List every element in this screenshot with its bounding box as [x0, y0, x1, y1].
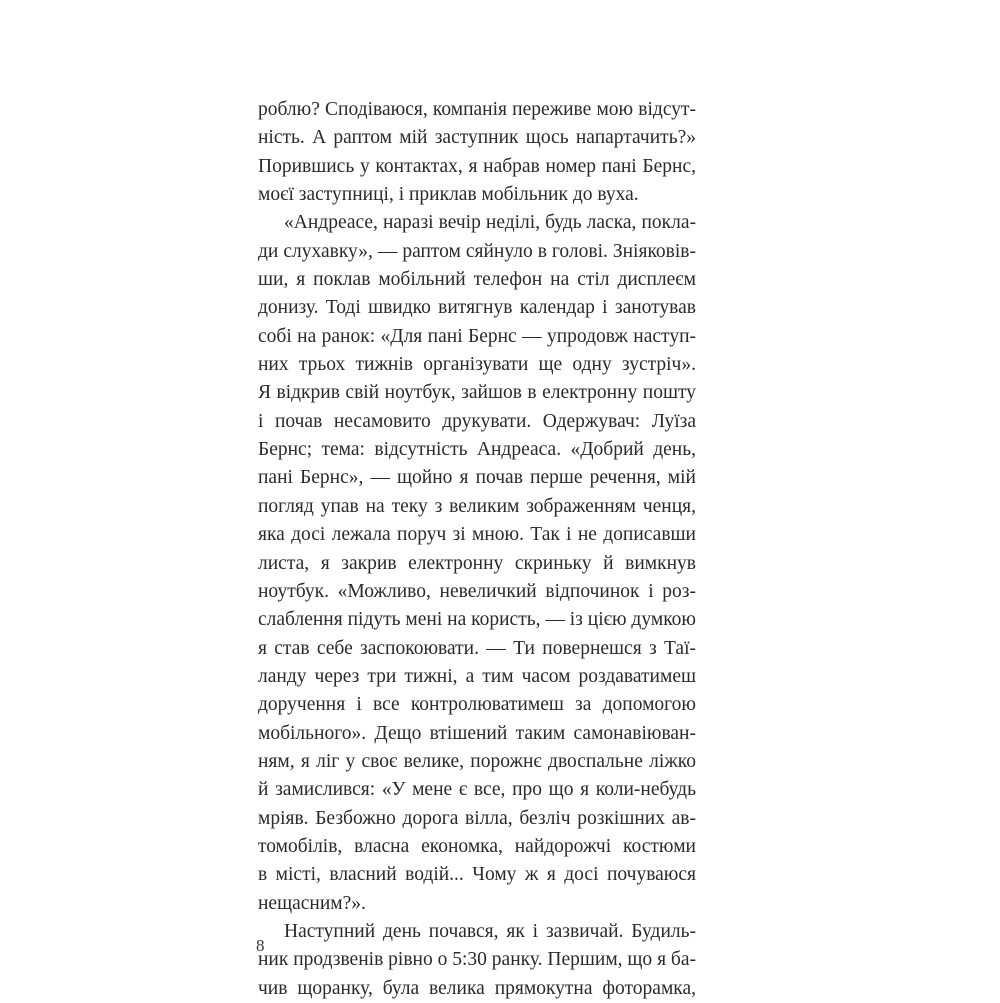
text-line: ди слухавку», — раптом сяйнуло в голові. Зніяковів- — [258, 240, 696, 262]
text-line: Бернс; тема: відсутність Андреаса. «Добрий день, — [258, 439, 696, 461]
text-line: ноутбук. «Можливо, невеличкий відпочинок і роз- — [258, 580, 696, 602]
text-line: слаблення підуть мені на користь, — із цією думкою — [258, 609, 696, 631]
text-line: ням, я ліг у своє велике, порожнє двоспальне ліжко — [258, 750, 696, 772]
text-line: роблю? Сподіваюся, компанія переживе мою відсут- — [258, 99, 696, 120]
text-line: погляд упав на теку з великим зображенням ченця, — [258, 495, 696, 517]
text-line: Я відкрив свій ноутбук, зайшов в електронну пошту — [258, 382, 696, 404]
text-line: доручення і все контролюватимеш за допомогою — [258, 694, 696, 716]
body-text — [258, 96, 696, 1003]
page-number: 8 — [256, 936, 265, 955]
text-line: Наступний день почався, як і зазвичай. Будиль- — [284, 920, 696, 942]
text-line: і почав несамовито друкувати. Одержувач: Луїза — [258, 410, 696, 432]
text-line: нещасним?». — [258, 892, 366, 914]
text-line: мріяв. Безбожно дорога вілла, безліч розкішних ав- — [258, 807, 696, 829]
text-line: томобілів, власна економка, найдорожчі костюми — [258, 835, 696, 857]
text-line: «Андреасе, наразі вечір неділі, будь ласка, покла- — [284, 212, 696, 234]
text-line: ність. А раптом мій заступник щось напартачить?» — [258, 127, 696, 149]
text-line: ланду через три тижні, а тим часом роздаватимеш — [258, 665, 696, 687]
text-line: пані Бернс», — щойно я почав перше речення, мій — [258, 467, 696, 489]
text-line: них трьох тижнів організувати ще одну зустріч». — [258, 354, 696, 376]
text-line: й замислився: «У мене є все, про що я коли-небудь — [258, 779, 696, 801]
text-line: в місті, власний водій... Чому ж я досі почуваюся — [258, 864, 696, 886]
text-line: собі на ранок: «Для пані Бернс — упродовж наступ- — [258, 325, 696, 347]
text-line: я став себе заспокоювати. — Ти повернешся з Таї- — [258, 637, 696, 659]
text-line: Порившись у контактах, я набрав номер пані Бернс, — [258, 155, 696, 177]
text-line: яка досі лежала поруч зі мною. Так і не дописавши — [258, 524, 696, 546]
text-line: мобільного». Дещо втішений таким самонавіюван- — [258, 722, 696, 744]
text-line: ник продзвенів рівно о 5:30 ранку. Першим, що я ба- — [258, 949, 696, 971]
text-line: моєї заступниці, і приклав мобільник до вуха. — [258, 184, 639, 206]
text-line: донизу. Тоді швидко витягнув календар і занотував — [258, 297, 696, 319]
text-line: чив щоранку, була велика прямокутна фоторамка, — [258, 977, 696, 999]
text-line: листа, я закрив електронну скриньку й вимкнув — [258, 552, 696, 574]
text-line: ши, я поклав мобільний телефон на стіл дисплеєм — [258, 269, 696, 291]
